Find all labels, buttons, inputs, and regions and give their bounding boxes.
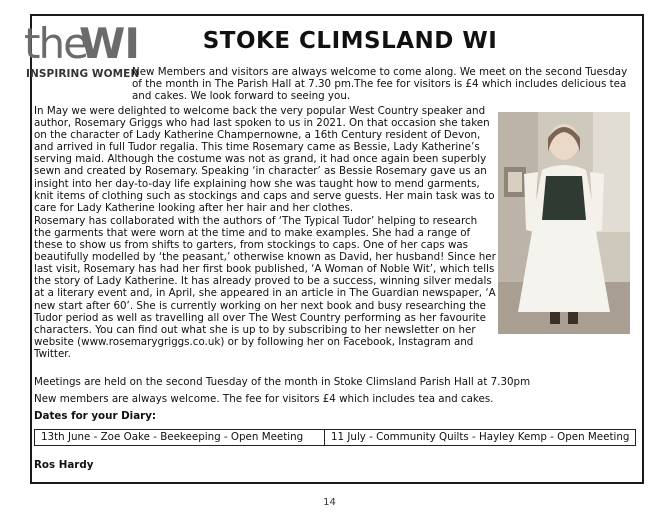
meeting-info [34, 376, 634, 427]
paragraph: In May we were delighted to welcome back the very popular West Country speaker and author, Rosemary Griggs who had last spoken to us in 2021. On that occasion she taken on the character of Lady Katherine Champernowne, a 16th Century resident of Devon, and arrived in full Tudor regalia. This time Rosemary came as Bessie, Lady Katherine’s serving maid. Although the costume was not as grand, it had once again been superbly sewn and created by Rosemary. Speaking ‘in character’ as Bessie Rosemary gave us an insight into her day-to-day life explaining how she was taught how to mend garments, knit items of clothing such as stockings and caps and serve guests. Her main task was to care for Lady Katherine looking after her hair and her clothes. [34, 105, 495, 214]
article-body [34, 105, 496, 361]
author-signature: Ros Hardy [34, 459, 94, 471]
diary-label: Dates for your Diary: [34, 410, 157, 422]
speaker-photo [498, 112, 630, 334]
logo-tagline: INSPIRING WOMEN [26, 68, 140, 80]
diary-entry: 11 July - Community Quilts - Hayley Kemp - Open Meeting [331, 431, 630, 443]
page-title: STOKE CLIMSLAND WI [202, 28, 498, 54]
diary-table [34, 429, 636, 446]
speaker-photo-image [498, 112, 630, 334]
new-members-text: New members are always welcome. The fee for visitors £4 which includes tea and cakes. [34, 393, 494, 405]
intro-text: New Members and visitors are always welcome to come along. We meet on the second Tuesday of the month in The Parish Hall at 7.30 pm.The fee for visitors is £4 which includes delicious tea and cakes. We look forward to seeing you. [132, 66, 628, 103]
page-number: 14 [323, 497, 336, 508]
meetings-text: Meetings are held on the second Tuesday of the month in Stoke Climsland Parish Hall at 7.30pm [34, 376, 531, 388]
wi-logo [24, 19, 140, 92]
paragraph: Rosemary has collaborated with the authors of ‘The Typical Tudor’ helping to research the garments that were worn at the time and to make examples. She had a range of these to show us from shifts to garters, from stockings to caps. One of her caps was beautifully modelled by ‘the peasant,’ otherwise known as David, her husband! Since her last visit, Rosemary has had her first book published, ‘A Woman of Noble Wit’, which tells the story of Lady Katherine. It has already proved to be a success, winning silver medals at a literary event and, in April, she appeared in an article in The Guardian newspaper, ‘A new start after 60’. She is currently working on her next book and busy researching the Tudor period as well as travelling all over The West Country performing as her favourite characters. You can find out what she is up to by subscribing to her newsletter on her website (www.rosemarygriggs.co.uk) or by following her on Facebook, Instagram and Twitter. [34, 214, 496, 360]
logo-the: the [24, 19, 87, 68]
logo-wi: WI [79, 19, 139, 68]
diary-entry: 13th June - Zoe Oake - Beekeeping - Open Meeting [35, 430, 325, 445]
